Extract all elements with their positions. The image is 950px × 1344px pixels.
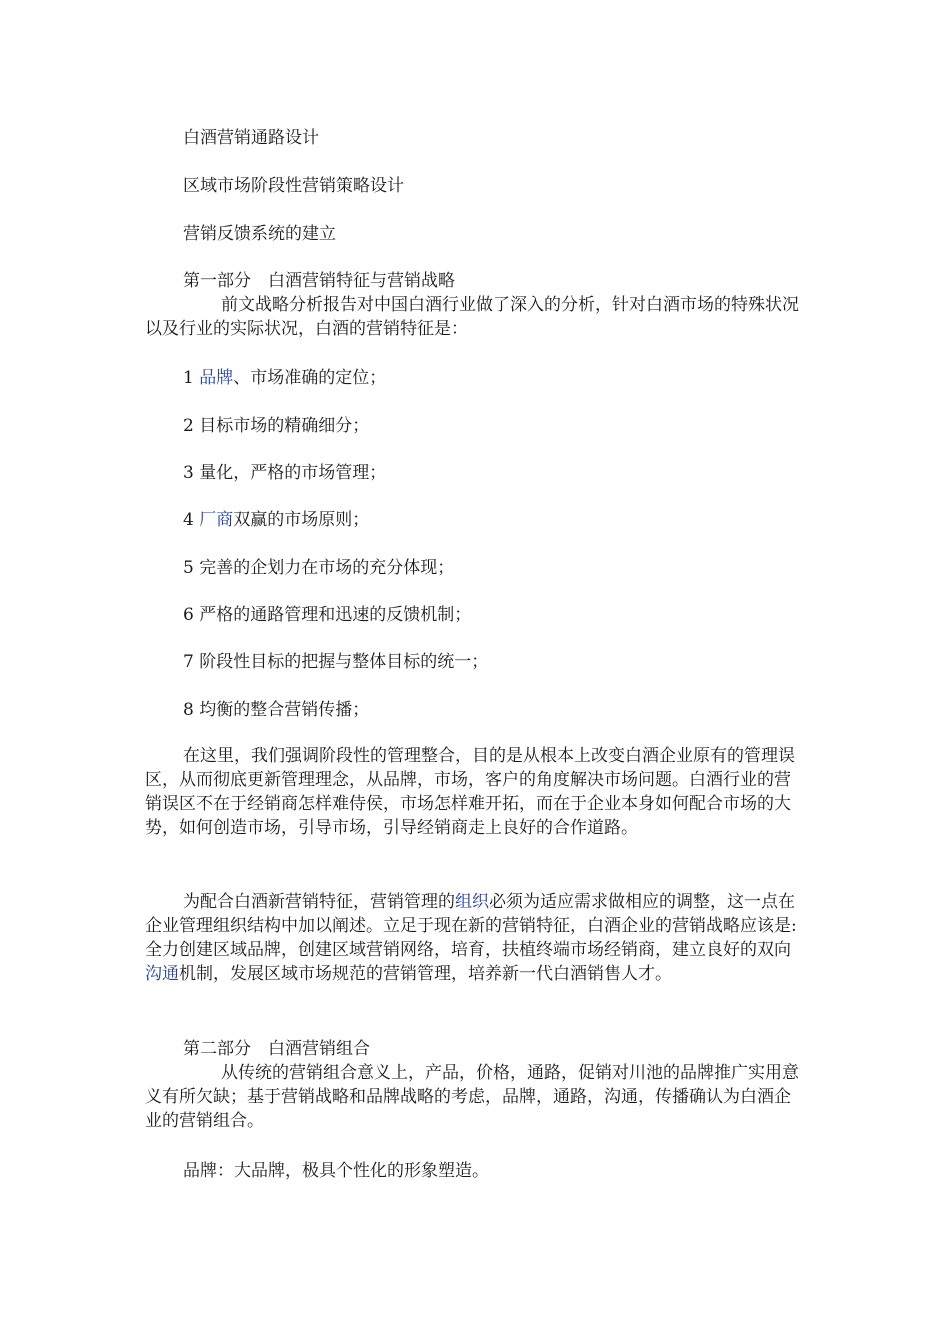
feature-item (145, 366, 805, 390)
item-text: 阶段性目标的把握与整体目标的统一； (199, 652, 489, 672)
item-text: 双赢的市场原则； (233, 510, 370, 530)
manufacturer-link[interactable]: 厂商 (199, 510, 234, 530)
brand-link[interactable]: 品牌 (199, 368, 234, 388)
item-number: 5 (183, 558, 194, 578)
item-text: 量化，严格的市场管理； (199, 463, 387, 483)
item-text: 均衡的整合营销传播； (199, 700, 370, 720)
item-text: 、市场准确的定位； (233, 368, 387, 388)
part2-heading: 第二部分 白酒营销组合 (183, 1039, 370, 1059)
paragraph-text: 为配合白酒新营销特征，营销管理的 (183, 892, 455, 912)
feature-item (145, 461, 805, 485)
toc-item-regional-strategy: 区域市场阶段性营销策略设计 (183, 176, 404, 196)
feature-item (145, 698, 805, 722)
part1-paragraph-2 (145, 890, 805, 986)
toc-item-channel-design: 白酒营销通路设计 (183, 128, 319, 148)
part1-intro: 前文战略分析报告对中国白酒行业做了深入的分析，针对白酒市场的特殊状况以及行业的实际状况，白酒的营销特征是： (145, 295, 799, 339)
feature-item (145, 650, 805, 674)
item-text: 完善的企划力在市场的充分体现； (199, 558, 455, 578)
brand-definition: 品牌：大品牌，极具个性化的形象塑造。 (183, 1161, 489, 1181)
part1-heading: 第一部分 白酒营销特征与营销战略 (183, 271, 455, 291)
paragraph-text: 机制，发展区域市场规范的营销管理，培养新一代白酒销售人才。 (179, 964, 672, 984)
item-number: 1 (183, 368, 194, 388)
communication-link[interactable]: 沟通 (145, 964, 179, 984)
paragraph-text: 必须为适应需求做相应的调整，这一点在企业管理组织结构中加以阐述。立足于现在新的营销特征，白酒企业的营销战略应该是:全力创建区域品牌，创建区域营销网络，培育，扶植终端市场经销商，建立良好的双向 (145, 892, 797, 960)
part1-paragraph-1: 在这里，我们强调阶段性的管理整合，目的是从根本上改变白酒企业原有的管理误区，从而彻底更新管理理念，从品牌，市场，客户的角度解决市场问题。白酒行业的营销误区不在于经销商怎样难侍侯，市场怎样难开拓，而在于企业本身如何配合市场的大势，如何创造市场，引导市场，引导经销商走上良好的合作道路。 (145, 746, 795, 838)
item-number: 6 (183, 605, 194, 625)
part2-intro: 从传统的营销组合意义上，产品，价格，通路，促销对川池的品牌推广实用意义有所欠缺；基于营销战略和品牌战略的考虑，品牌，通路，沟通，传播确认为白酒企业的营销组合。 (145, 1063, 799, 1131)
item-number: 7 (183, 652, 194, 672)
feature-item (145, 508, 805, 532)
item-text: 严格的通路管理和迅速的反馈机制； (199, 605, 472, 625)
toc-item-feedback-system: 营销反馈系统的建立 (183, 224, 336, 244)
item-number: 8 (183, 700, 194, 720)
feature-item (145, 603, 805, 627)
item-number: 4 (183, 510, 194, 530)
item-number: 2 (183, 416, 194, 436)
organization-link[interactable]: 组织 (455, 892, 489, 912)
feature-item (145, 414, 805, 438)
item-number: 3 (183, 463, 194, 483)
feature-item (145, 556, 805, 580)
item-text: 目标市场的精确细分； (199, 416, 370, 436)
